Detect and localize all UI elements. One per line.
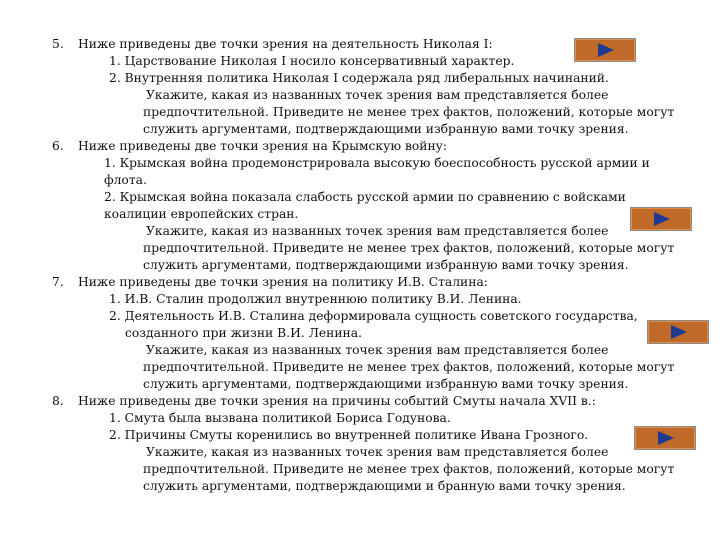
play-arrow-icon bbox=[635, 427, 695, 449]
question-7-view-2: 2. Деятельность И.В. Сталина деформировала сущность советского государства, bbox=[109, 309, 638, 323]
next-button-1[interactable] bbox=[574, 38, 636, 62]
question-6-number: 6. bbox=[52, 139, 64, 153]
question-8-task-3: служить аргументами, подтверждающими и бранную вами точку зрения. bbox=[143, 479, 626, 493]
question-7-task-2: предпочтительной. Приведите не менее трех фактов, положений, которые могут bbox=[143, 360, 675, 374]
question-7-view-1: 1. И.В. Сталин продолжил внутреннюю политику В.И. Ленина. bbox=[109, 292, 522, 306]
question-7-intro: Ниже приведены две точки зрения на политику И.В. Сталина: bbox=[78, 275, 488, 289]
question-7-task-3: служить аргументами, подтверждающими избранную вами точку зрения. bbox=[143, 377, 629, 391]
question-6-task-3: служить аргументами, подтверждающими избранную вами точку зрения. bbox=[143, 258, 629, 272]
question-6-view-1-cont: флота. bbox=[104, 173, 147, 187]
play-arrow-icon bbox=[648, 321, 708, 343]
question-7-view-2-cont: созданного при жизни В.И. Ленина. bbox=[125, 326, 362, 340]
question-6-view-1: 1. Крымская война продемонстрировала высокую боеспособность русской армии и bbox=[104, 156, 650, 170]
question-5-view-2: 2. Внутренняя политика Николая I содержала ряд либеральных начинаний. bbox=[109, 71, 609, 85]
question-5-view-1: 1. Царствование Николая I носило консервативный характер. bbox=[109, 54, 515, 68]
question-8-intro: Ниже приведены две точки зрения на причины событий Смуты начала XVII в.: bbox=[78, 394, 596, 408]
question-7-task-1: Укажите, какая из названных точек зрения вам представляется более bbox=[146, 343, 609, 357]
question-6-view-2: 2. Крымская война показала слабость русской армии по сравнению с войсками bbox=[104, 190, 626, 204]
next-button-4[interactable] bbox=[634, 426, 696, 450]
play-arrow-icon bbox=[575, 39, 635, 61]
next-button-2[interactable] bbox=[630, 207, 692, 231]
question-8-view-1: 1. Смута была вызвана политикой Бориса Годунова. bbox=[109, 411, 451, 425]
question-8-task-2: предпочтительной. Приведите не менее трех фактов, положений, которые могут bbox=[143, 462, 675, 476]
question-6-intro: Ниже приведены две точки зрения на Крымскую войну: bbox=[78, 139, 448, 153]
question-6-task-2: предпочтительной. Приведите не менее трех фактов, положений, которые могут bbox=[143, 241, 675, 255]
question-5-task-2: предпочтительной. Приведите не менее трех фактов, положений, которые могут bbox=[143, 105, 675, 119]
question-5-number: 5. bbox=[52, 37, 64, 51]
question-5-task-3: служить аргументами, подтверждающими избранную вами точку зрения. bbox=[143, 122, 629, 136]
question-8-view-2: 2. Причины Смуты коренились во внутренней политике Ивана Грозного. bbox=[109, 428, 589, 442]
question-6-task-1: Укажите, какая из названных точек зрения вам представляется более bbox=[146, 224, 609, 238]
question-6-view-2-cont: коалиции европейских стран. bbox=[104, 207, 299, 221]
question-5-task-1: Укажите, какая из названных точек зрения вам представляется более bbox=[146, 88, 609, 102]
question-8-number: 8. bbox=[52, 394, 64, 408]
question-7-number: 7. bbox=[52, 275, 64, 289]
question-8-task-1: Укажите, какая из названных точек зрения вам представляется более bbox=[146, 445, 609, 459]
next-button-3[interactable] bbox=[647, 320, 709, 344]
play-arrow-icon bbox=[631, 208, 691, 230]
question-5-intro: Ниже приведены две точки зрения на деятельность Николая I: bbox=[78, 37, 493, 51]
